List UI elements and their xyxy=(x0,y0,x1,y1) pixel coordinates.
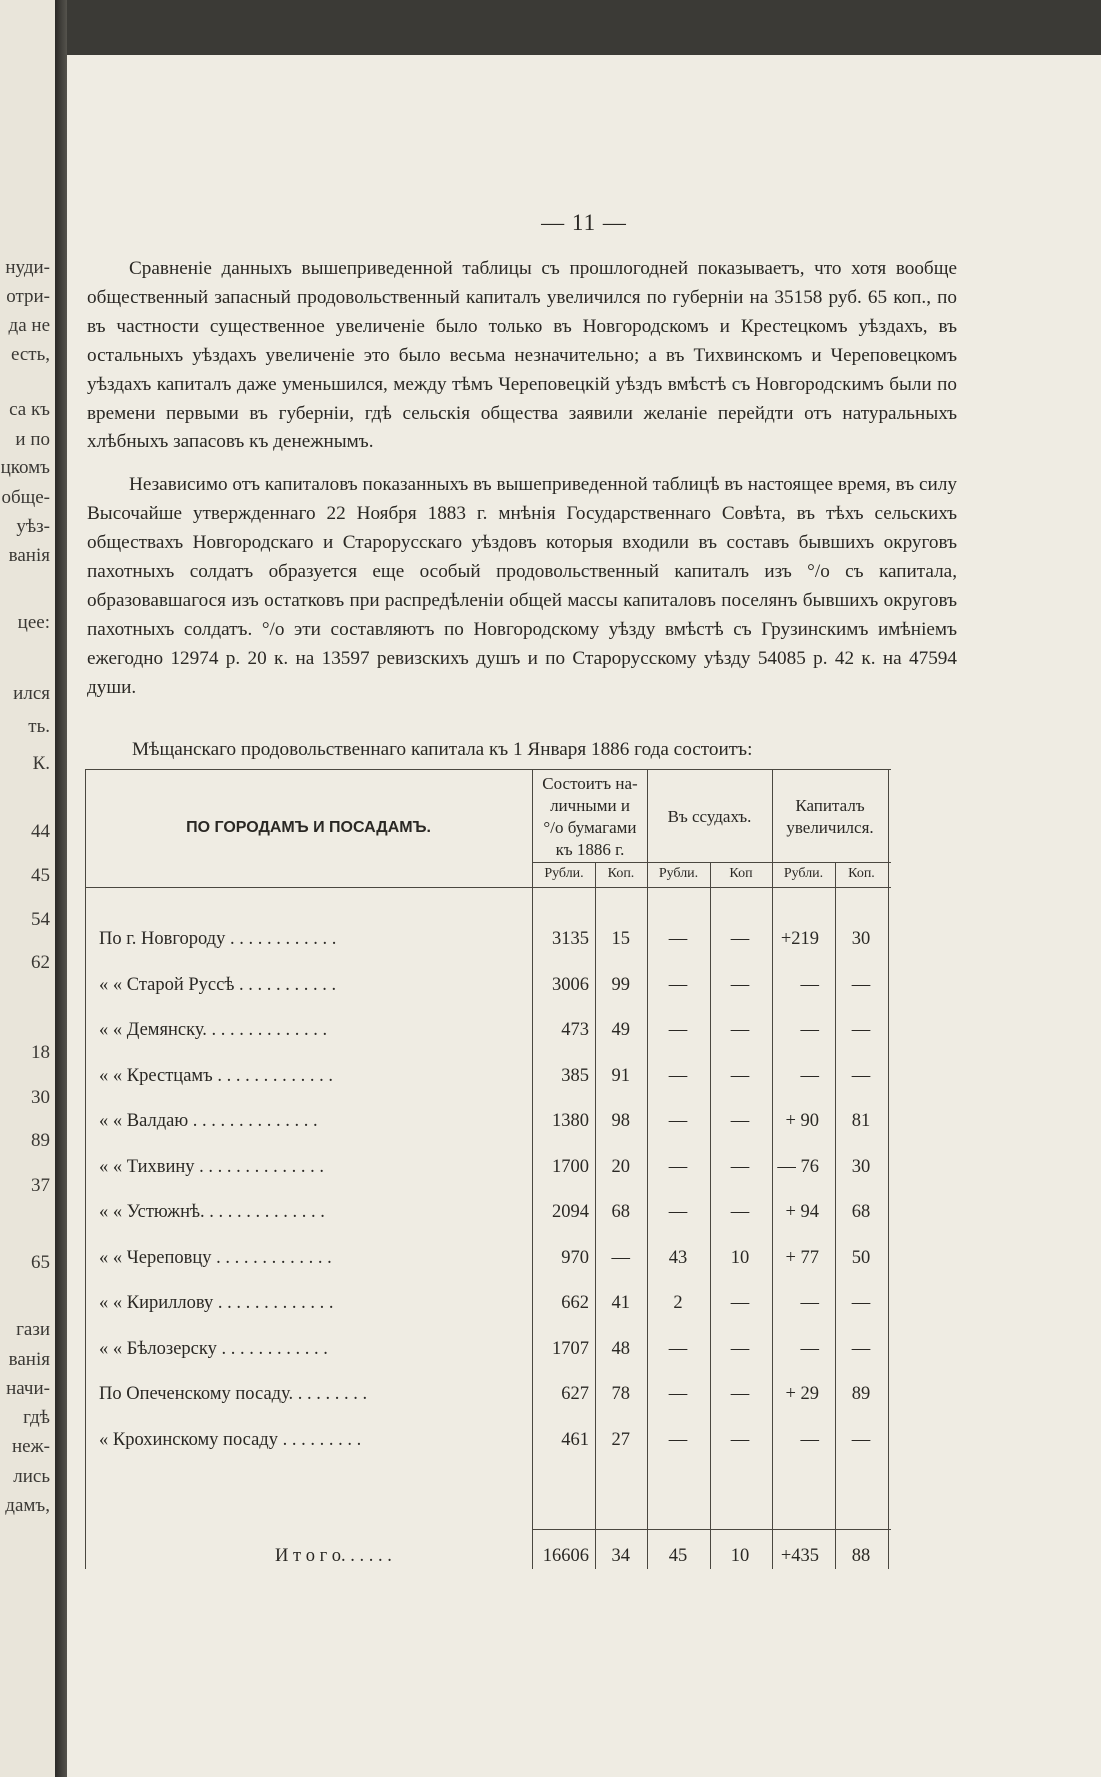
left-page-fragment: ился xyxy=(13,683,50,704)
left-page-fragment: лись xyxy=(13,1466,50,1487)
table-row xyxy=(85,1430,891,1460)
page xyxy=(67,55,1101,1777)
table-cell: +219 xyxy=(780,929,819,949)
table-cell: — xyxy=(851,974,871,995)
table-cell: — xyxy=(668,1156,688,1177)
table-cell: — xyxy=(668,1111,688,1131)
subheader-rub-3: Рубли. xyxy=(783,866,824,881)
place-name: « « Демянску. . . . . . . . . . . . . . xyxy=(99,1020,328,1040)
table-cell: — xyxy=(851,1065,871,1086)
table-cell: 45 xyxy=(668,1546,688,1566)
table-cell: — xyxy=(800,1338,819,1359)
table-cell: 91 xyxy=(611,1065,630,1086)
body-text xyxy=(87,255,957,717)
table-cell: — xyxy=(730,1065,750,1086)
total-label: И т о г о. . . . . . xyxy=(275,1546,392,1566)
table-cell: — 76 xyxy=(777,1156,819,1177)
table-row xyxy=(85,1339,891,1369)
table-cell: 30 xyxy=(851,1156,871,1177)
left-page-fragment: са къ xyxy=(9,399,50,420)
table-cell: — xyxy=(668,1384,688,1404)
table-cell: +435 xyxy=(780,1546,819,1566)
paragraph-2: Независимо отъ капиталовъ показанныхъ въ вышеприведенной таблицѣ въ настоящее время, въ силу Высочайше утвержденнаго 22 Ноября 1883 г. мнѣнія Государственнаго Совѣта, въ тѣхъ сельскихъ обществахъ Новгородскаго и Старорусскаго уѣздовъ которыя входили въ составъ бывшихъ округовъ пахотныхъ солдатъ образуется еще особый продовольственный капиталъ изъ °/о съ капитала, образовавшагося изъ остатковъ при распредѣленіи общей массы капиталовъ поселянъ бывшихъ округовъ пахотныхъ солдатъ. °/о эти составляютъ по Новгородскому уѣзду вмѣстѣ съ Грузинскимъ имѣніемъ ежегодно 12974 р. 20 к. на 13597 ревизскихъ душъ и по Старорусскому уѣзду 54085 р. 42 к. на 47594 души. xyxy=(87,474,957,698)
table-cell: 78 xyxy=(611,1384,630,1404)
table-cell: 30 xyxy=(851,929,871,949)
table-cell: — xyxy=(668,974,688,995)
table-cell: 43 xyxy=(668,1247,688,1268)
left-page-fragment: неж- xyxy=(11,1436,50,1457)
header-increase: Капиталъ увеличился. xyxy=(786,796,874,837)
page-number: — 11 — xyxy=(541,210,627,235)
left-page-fragment: ть. xyxy=(28,716,50,737)
left-page-fragment: есть, xyxy=(10,344,50,365)
table-cell: 970 xyxy=(561,1247,589,1268)
table-cell: — xyxy=(730,1429,750,1450)
table-cell: — xyxy=(730,1384,750,1404)
table-cell: 662 xyxy=(561,1293,589,1313)
table-cell: 1700 xyxy=(552,1156,589,1177)
table-cell: — xyxy=(730,1156,750,1177)
capital-table xyxy=(85,769,891,1569)
table-cell: — xyxy=(730,1293,750,1313)
table-cell: — xyxy=(668,1429,688,1450)
table-cell: 3006 xyxy=(552,974,589,995)
left-page-fragment: гази xyxy=(16,1319,50,1340)
table-cell: 3135 xyxy=(552,929,589,949)
table-cell: — xyxy=(800,1020,819,1040)
left-page-fragment: 54 xyxy=(31,909,50,930)
left-page-fragment: 37 xyxy=(31,1175,50,1196)
place-name: По Опеченскому посаду. . . . . . . . . xyxy=(99,1384,368,1404)
table-cell: — xyxy=(668,1020,688,1040)
table-cell: 20 xyxy=(611,1156,630,1177)
table-title: ПО ГОРОДАМЪ И ПОСАДАМЪ. xyxy=(186,819,431,836)
left-page-fragment: 44 xyxy=(31,821,50,842)
subheader-rub-1: Рубли. xyxy=(544,866,584,881)
table-cell: 41 xyxy=(611,1293,630,1313)
left-page-fragment: 89 xyxy=(31,1130,50,1151)
table-cell: — xyxy=(851,1429,871,1450)
table-cell: 473 xyxy=(561,1020,589,1040)
table-cell: — xyxy=(851,1338,871,1359)
table-cell: — xyxy=(730,1020,750,1040)
table-cell: 89 xyxy=(851,1384,871,1404)
table-cell: — xyxy=(800,1065,819,1086)
left-page-fragment: дамъ, xyxy=(5,1495,50,1516)
table-cell: 88 xyxy=(851,1546,871,1566)
table-cell: 81 xyxy=(851,1111,871,1131)
table-cell: — xyxy=(668,1202,688,1222)
table-row xyxy=(85,1384,891,1414)
left-page-fragment: 30 xyxy=(31,1087,50,1108)
header-cash: Состоитъ на- личными и °/о бумагами къ 1886 г. xyxy=(542,774,638,859)
left-page-fragment: гдѣ xyxy=(23,1407,50,1428)
table-cell: + 94 xyxy=(785,1202,819,1222)
table-total-row xyxy=(85,1546,891,1576)
table-cell: — xyxy=(730,1338,750,1359)
place-name: « Крохинскому посаду . . . . . . . . . xyxy=(99,1429,362,1450)
table-cell: 2 xyxy=(673,1293,683,1313)
table-cell: 385 xyxy=(561,1065,589,1086)
place-name: По г. Новгороду . . . . . . . . . . . . xyxy=(99,929,337,949)
table-cell: 461 xyxy=(561,1429,589,1450)
subheader-rub-2: Рубли. xyxy=(658,866,699,881)
table-row xyxy=(85,1248,891,1278)
left-page-fragment: да не xyxy=(8,315,50,336)
table-row xyxy=(85,1293,891,1323)
table-cell: — xyxy=(668,1338,688,1359)
table-cell: + 90 xyxy=(785,1111,819,1131)
subheader-kop-3: Коп. xyxy=(848,866,875,881)
table-cell: 99 xyxy=(611,974,630,995)
table-row xyxy=(85,1066,891,1096)
place-name: « « Старой Руссѣ . . . . . . . . . . . xyxy=(99,974,337,995)
header-loans: Въ ссудахъ. xyxy=(667,807,752,826)
paragraph-1: Сравненіе данныхъ вышеприведенной таблицы съ прошлогодней показываетъ, что хотя вообще общественный запасный продовольственный капиталъ увеличился по губерніи на 35158 руб. 65 коп., по въ частности существенное увеличеніе было только въ Новгородскомъ и Крестецкомъ уѣздахъ, въ остальныхъ уѣздахъ увеличеніе это было весьма незначительно; а въ Тихвинскомъ и Череповецкомъ уѣздахъ капиталъ даже уменьшился, между тѣмъ Череповецкій уѣздъ вмѣстѣ съ Новгородскимъ были по времени первыми въ губерніи, гдѣ сельскія общества заявили желаніе перейдти отъ натуральныхъ хлѣбныхъ запасовъ къ денежнымъ. xyxy=(87,258,957,453)
table-cell: 98 xyxy=(611,1111,630,1131)
left-page-fragment: цкомъ xyxy=(0,457,50,478)
table-cell: 1380 xyxy=(552,1111,589,1131)
table-cell: — xyxy=(851,1020,871,1040)
left-page-fragment: К. xyxy=(32,753,50,774)
left-page-fragment: уѣз- xyxy=(16,516,50,537)
table-cell: — xyxy=(730,974,750,995)
table-cell: 68 xyxy=(851,1202,871,1222)
table-row-rule xyxy=(532,862,891,863)
table-cell: + 77 xyxy=(785,1247,819,1268)
left-page-fragment: нуди- xyxy=(5,257,50,278)
table-cell: 48 xyxy=(611,1338,630,1359)
left-page-fragment: 45 xyxy=(31,865,50,886)
left-page-fragment: отри- xyxy=(6,286,50,307)
table-row xyxy=(85,975,891,1005)
place-name: « « Устюжнѣ. . . . . . . . . . . . . . xyxy=(99,1202,325,1222)
table-row xyxy=(85,929,891,959)
table-row-rule xyxy=(85,887,891,888)
table-cell: — xyxy=(851,1293,871,1313)
table-cell: 1707 xyxy=(552,1338,589,1359)
table-cell: — xyxy=(730,929,750,949)
place-name: « « Валдаю . . . . . . . . . . . . . . xyxy=(99,1111,318,1131)
left-page-fragment: цее: xyxy=(17,612,50,633)
left-page-fragment: начи- xyxy=(6,1378,50,1399)
table-cell: 10 xyxy=(730,1546,750,1566)
place-name: « « Бѣлозерску . . . . . . . . . . . . xyxy=(99,1338,328,1359)
table-cell: — xyxy=(800,1429,819,1450)
table-cell: — xyxy=(800,974,819,995)
place-name: « « Тихвину . . . . . . . . . . . . . . xyxy=(99,1156,325,1177)
table-cell: — xyxy=(730,1111,750,1131)
table-cell: 34 xyxy=(611,1546,630,1566)
subheader-kop-1: Коп. xyxy=(607,866,635,881)
place-name: « « Крестцамъ . . . . . . . . . . . . . xyxy=(99,1065,333,1086)
table-cell: — xyxy=(800,1293,819,1313)
subheader-kop-2: Коп xyxy=(729,866,753,881)
left-page-fragment: ванія xyxy=(8,545,50,566)
place-name: « « Череповцу . . . . . . . . . . . . . xyxy=(99,1247,332,1268)
table-cell: — xyxy=(668,929,688,949)
table-row xyxy=(85,1157,891,1187)
table-cell: 10 xyxy=(730,1247,750,1268)
table-cell: 49 xyxy=(611,1020,630,1040)
table-cell: 627 xyxy=(561,1384,589,1404)
table-caption: Мѣщанскаго продовольственнаго капитала къ 1 Января 1886 года состоитъ: xyxy=(132,739,753,760)
left-page-fragment: 18 xyxy=(31,1042,50,1063)
table-cell: — xyxy=(730,1202,750,1222)
table-row xyxy=(85,1111,891,1141)
table-cell: 27 xyxy=(611,1429,630,1450)
table-row xyxy=(85,1020,891,1050)
book-gutter xyxy=(55,0,67,1777)
table-cell: — xyxy=(668,1065,688,1086)
left-page-fragment: ванія xyxy=(8,1349,50,1370)
left-page-strip xyxy=(0,0,55,1777)
table-row xyxy=(85,1202,891,1232)
table-cell: 68 xyxy=(611,1202,630,1222)
table-cell: 50 xyxy=(851,1247,871,1268)
table-row-rule xyxy=(85,769,891,770)
table-cell: — xyxy=(611,1247,630,1268)
table-cell: 15 xyxy=(611,929,630,949)
place-name: « « Кириллову . . . . . . . . . . . . . xyxy=(99,1293,334,1313)
table-cell: 16606 xyxy=(542,1546,589,1566)
left-page-fragment: 65 xyxy=(31,1252,50,1273)
total-rule xyxy=(532,1529,891,1530)
table-cell: + 29 xyxy=(785,1384,819,1404)
left-page-fragment: и по xyxy=(15,429,50,450)
left-page-fragment: обще- xyxy=(1,487,50,508)
left-page-fragment: 62 xyxy=(31,952,50,973)
table-cell: 2094 xyxy=(552,1202,589,1222)
